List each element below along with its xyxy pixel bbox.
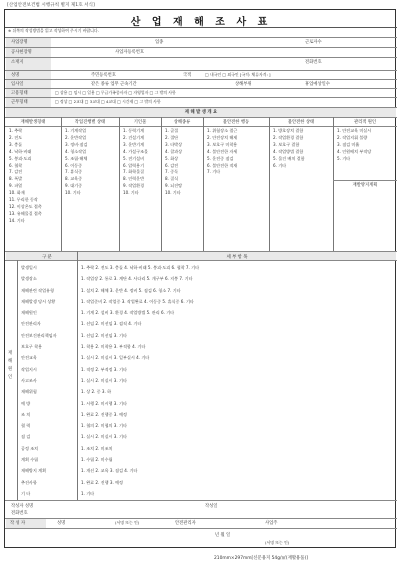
list-item: 5. 화상 bbox=[165, 155, 179, 161]
col-header-4: 상해종류 bbox=[173, 120, 191, 125]
nationality-options: □ 내국인 □ 외국인 [국적: 체류자격: ] bbox=[205, 72, 271, 77]
list-item: 3. 운반기계 bbox=[123, 141, 145, 147]
lost-days-label: 휴업예상일수 bbox=[305, 82, 330, 87]
list-item: 4. 낙하·비래 bbox=[9, 148, 32, 154]
lower-row-details bbox=[81, 262, 199, 499]
table-row-label: 안전보건관리책임자 bbox=[21, 332, 57, 338]
row-divider bbox=[5, 88, 397, 89]
form-title: 산 업 재 해 조 사 표 bbox=[130, 17, 272, 28]
table-row-label: 발생장소 bbox=[21, 276, 37, 282]
col-divider bbox=[17, 260, 18, 500]
col-header-1: 재해발생형태 bbox=[20, 120, 46, 125]
row-divider bbox=[5, 47, 397, 48]
list-item: 1. 추락 bbox=[9, 128, 23, 133]
row-divider bbox=[5, 518, 397, 519]
list-item: 4. 찰과상 bbox=[165, 148, 183, 154]
paper-spec-footer: 210mm×297mm[신문용지 54g/㎡(재활용품)] bbox=[214, 556, 308, 561]
table-row-label: 조 치 bbox=[21, 411, 31, 417]
code-list-col4 bbox=[165, 128, 182, 197]
report-date: 년 월 일 bbox=[215, 533, 231, 538]
list-item: 2. 작업환경 결함 bbox=[273, 134, 304, 140]
list-item: 14. 기타 bbox=[9, 217, 25, 223]
table-row-label: 안전교육 bbox=[21, 355, 37, 361]
table-row-label: 보호구 착용 bbox=[21, 344, 43, 350]
list-item: 2. 안전장치 해제 bbox=[207, 134, 238, 140]
table-row-label: 점 검 bbox=[21, 434, 31, 440]
lower-col-header-2: 세 부 항 목 bbox=[226, 255, 248, 260]
table-row-detail: 1. 추락 2. 전도 3. 충돌 4. 낙하·비래 5. 붕괴·도괴 6. 협착 7. 기타 bbox=[81, 265, 200, 270]
list-item: 10. 화재 bbox=[9, 190, 25, 196]
list-item: 4. 가설구조물 bbox=[123, 148, 148, 154]
list-item: 6. 압력용기 bbox=[123, 162, 145, 168]
code-list-col3 bbox=[123, 128, 148, 197]
table-row-label: 작업지시 bbox=[21, 366, 37, 372]
row-divider bbox=[5, 79, 397, 80]
list-item: 11. 무리한 동작 bbox=[9, 197, 38, 203]
table-row-label: 안전관리자 bbox=[21, 321, 41, 327]
list-item: 10. 기타 bbox=[165, 190, 181, 196]
table-row-detail: 1. 적정 2. 부적정 3. 기타 bbox=[81, 366, 127, 372]
row-divider bbox=[5, 126, 397, 127]
table-row-label: 발생일시 bbox=[21, 265, 37, 270]
table-row-detail: 1. 실시 2. 미실시 3. 기타 bbox=[81, 377, 127, 383]
employer-sign-placeholder[interactable]: (서명 또는 인) bbox=[265, 540, 290, 545]
col-divider bbox=[161, 117, 162, 251]
table-row-label: 재해발생 당시 상황 bbox=[21, 298, 56, 304]
code-list-col6 bbox=[273, 128, 305, 169]
list-item: 2. 전도 bbox=[9, 134, 23, 140]
hire-date-label: 입사일 bbox=[11, 82, 24, 87]
table-row-detail: 1. 착용 2. 미착용 3. 부적합 4. 기타 bbox=[81, 344, 146, 350]
col-header-6: 불안전한 상태 bbox=[287, 120, 315, 125]
col-header-5: 불안전한 행동 bbox=[222, 120, 250, 125]
list-item: 4. 작업방법 결함 bbox=[273, 148, 304, 154]
list-item: 5. 조립·해체 bbox=[65, 155, 88, 161]
row-divider bbox=[5, 260, 397, 261]
site-name-label: 공사현장명 bbox=[11, 50, 32, 55]
row-divider bbox=[5, 70, 397, 71]
table-row-label: 재해관련 작업유형 bbox=[21, 287, 54, 293]
list-item: 7. 화학물질 bbox=[123, 169, 145, 175]
signature-name-label: 성명 bbox=[57, 521, 66, 526]
row-divider bbox=[5, 117, 397, 118]
table-row-detail: 1. 선임 2. 미선임 3. 겸직 4. 기타 bbox=[81, 321, 142, 327]
employment-type-label: 고용형태 bbox=[11, 91, 28, 96]
list-item: 10. 기타 bbox=[123, 190, 139, 196]
row-divider bbox=[5, 57, 397, 58]
table-row-label: 기 타 bbox=[21, 490, 31, 496]
lower-row-labels bbox=[21, 262, 57, 499]
col-divider bbox=[119, 117, 120, 251]
table-row-detail: 1. 시행 2. 미시행 3. 기타 bbox=[81, 400, 127, 406]
list-item: 8. 폭발 bbox=[9, 176, 23, 182]
table-row-detail: 1. 실시 2. 미실시 3. 기타 bbox=[81, 434, 127, 440]
work-type-label: 근무형태 bbox=[11, 100, 28, 105]
safety-manager-label: 안전관리자 bbox=[175, 521, 196, 526]
list-item: 3. 점검 미흡 bbox=[337, 141, 360, 147]
table-row-detail: 1. 작업장 2. 통로 3. 계단 4. 사다리 5. 개구부 6. 지붕 7. 기타 bbox=[81, 276, 193, 282]
table-row-detail: 1. 상 2. 중 3. 하 bbox=[81, 389, 112, 395]
table-row-label: 추진사항 bbox=[21, 479, 37, 485]
list-item: 1. 안전교육 미실시 bbox=[337, 128, 372, 133]
workers-label: 근로자수 bbox=[305, 40, 322, 45]
table-row-detail: 1. 수립 2. 미수립 bbox=[81, 457, 113, 463]
address-label: 소재지 bbox=[11, 60, 24, 65]
list-item: 5. 붕괴·도괴 bbox=[9, 155, 32, 161]
victim-name-label: 성명 bbox=[11, 73, 20, 78]
list-item: 6. 감전 bbox=[165, 162, 179, 168]
list-item: 8. 인력운반 bbox=[123, 176, 145, 182]
table-row-label: 협 력 bbox=[21, 423, 31, 429]
list-item: 2. 작업지휘 불량 bbox=[337, 134, 368, 140]
list-item: 1. 골절 bbox=[165, 128, 179, 133]
nationality-label: 국적 bbox=[183, 73, 192, 78]
table-row-detail: 1. 완료 2. 진행 3. 예정 bbox=[81, 479, 123, 485]
list-item: 3. 정비·점검 bbox=[65, 141, 88, 147]
list-item: 3. 보호구 미착용 bbox=[207, 141, 238, 147]
row-divider bbox=[5, 528, 397, 529]
form-frame bbox=[4, 9, 396, 548]
list-item: 7. 휴식중 bbox=[65, 169, 83, 175]
employment-options: □ 상용 □ 임시 □ 일용 □ 무급가족종사자 □ 자영업자 □ 그 밖의 사항 bbox=[55, 90, 176, 95]
lower-col-header-1: 구 분 bbox=[42, 255, 52, 260]
list-item: 7. 감전 bbox=[9, 169, 23, 175]
col-divider bbox=[77, 251, 78, 500]
list-item: 8. 질식 bbox=[165, 176, 179, 182]
list-item: 8. 교육중 bbox=[65, 176, 83, 182]
list-item: 1. 위험장소 접근 bbox=[207, 128, 238, 133]
list-item: 5. 기타 bbox=[337, 155, 351, 161]
list-item: 4. 인원배치 부적당 bbox=[337, 148, 372, 154]
list-item: 4. 불안전한 자세 bbox=[207, 148, 238, 154]
list-item: 9. 작업환경 bbox=[123, 183, 145, 189]
table-row-detail: 1. 완료 2. 진행중 3. 예정 bbox=[81, 411, 127, 417]
prevention-heading: 재발방지계획 bbox=[352, 183, 378, 188]
list-item: 7. 기타 bbox=[207, 169, 221, 175]
code-list-col5 bbox=[207, 128, 237, 176]
list-item: 3. 충돌 bbox=[9, 141, 23, 147]
row-divider bbox=[5, 500, 397, 501]
table-row-detail: 1. 설치 2. 해체 3. 운반 4. 정비 5. 점검 6. 청소 7. 기타 bbox=[81, 287, 181, 293]
list-item: 5. 운전중 점검 bbox=[207, 155, 234, 161]
table-row-label: 사고조사 bbox=[21, 377, 37, 383]
list-item: 5. 물건 배치 결함 bbox=[273, 155, 305, 161]
row-divider bbox=[333, 180, 397, 181]
table-row-label: 재해원인 bbox=[21, 310, 37, 316]
row-divider bbox=[5, 97, 397, 98]
list-item: 1. 기계작업 bbox=[65, 128, 87, 133]
industry-label: 업종 bbox=[155, 40, 164, 45]
phone-label: 전화번호 bbox=[305, 60, 322, 65]
table-row-detail: 1. 기타 bbox=[81, 490, 95, 496]
section-title: 재 해 발 생 개 요 bbox=[184, 110, 218, 115]
list-item: 9. 파열 bbox=[9, 183, 23, 189]
col-divider bbox=[269, 117, 270, 251]
table-row-detail: 1. 선임 2. 미선임 3. 기타 bbox=[81, 332, 127, 338]
list-item: 6. 불안전한 적재 bbox=[207, 162, 238, 168]
list-item: 2. 운반작업 bbox=[65, 134, 87, 140]
code-list-col2 bbox=[65, 128, 87, 197]
list-item: 7. 중독 bbox=[165, 169, 179, 175]
list-item: 9. 뇌진탕 bbox=[165, 183, 183, 189]
table-row-label: 재해위험 bbox=[21, 389, 37, 395]
list-item: 3. 보호구 결함 bbox=[273, 141, 300, 147]
signature-row-label: 작 성 자 bbox=[10, 521, 26, 526]
list-item: 6. 협착 bbox=[9, 162, 23, 168]
list-item: 5. 전기설비 bbox=[123, 155, 145, 161]
table-row-label: 예 방 bbox=[21, 400, 31, 406]
list-item: 4. 청소작업 bbox=[65, 148, 87, 154]
table-row-detail: 1. 작업준비 2. 작업중 3. 작업완료 4. 이동중 5. 휴식중 6. 기타 bbox=[81, 298, 194, 304]
list-item: 10. 기타 bbox=[65, 190, 81, 196]
reg-no-label: 사업자등록번호 bbox=[115, 50, 145, 55]
writer-label: 작성자 성명 bbox=[11, 504, 34, 509]
instruction-text: ※ 뒤쪽의 작성방법을 읽고 작성하여 주시기 바랍니다. bbox=[8, 28, 99, 33]
list-item: 1. 방호장치 결함 bbox=[273, 128, 304, 133]
table-row-detail: 1. 실시 2. 미실시 3. 일부실시 4. 기타 bbox=[81, 355, 150, 361]
list-item: 3. 타박상 bbox=[165, 141, 183, 147]
tenure-label: 같은 종류 업무 근속기간 bbox=[91, 82, 137, 87]
writer-phone-label: 전화번호 bbox=[11, 511, 28, 516]
list-item: 2. 절단 bbox=[165, 134, 179, 140]
table-row-detail: 1. 조치 2. 미조치 bbox=[81, 445, 113, 451]
table-row-detail: 1. 개선 2. 교육 3. 점검 4. 기타 bbox=[81, 468, 138, 474]
list-item: 6. 기타 bbox=[273, 162, 287, 168]
col-header-7: 관리적 원인 bbox=[353, 120, 377, 125]
list-item: 2. 건설기계 bbox=[123, 134, 145, 140]
list-item: 6. 이동중 bbox=[65, 162, 83, 168]
injury-part-label: 상해부위 bbox=[235, 82, 252, 87]
list-item: 1. 동력기계 bbox=[123, 128, 145, 133]
code-list-col1 bbox=[9, 128, 42, 225]
form-reference-note: [산업안전보건법 시행규칙 별지 제1호 서식] bbox=[7, 3, 95, 8]
table-row-label: 재해방지 계획 bbox=[21, 468, 47, 474]
col-divider bbox=[61, 117, 62, 251]
col-divider bbox=[203, 117, 204, 251]
list-item: 13. 유해물질 접촉 bbox=[9, 210, 42, 216]
table-row-label: 공정 조치 bbox=[21, 445, 39, 451]
row-divider bbox=[5, 37, 397, 38]
cause-heading: 재해원인 bbox=[8, 351, 13, 380]
work-type-options: □ 정상 □ 2교대 □ 3교대 □ 4교대 □ 시간제 □ 그 밖의 사항 bbox=[55, 99, 161, 104]
list-item: 9. 대기중 bbox=[65, 183, 83, 189]
table-row-detail: 1. 협의 2. 미협의 3. 기타 bbox=[81, 423, 127, 429]
writer-date-label: 작성일 bbox=[205, 504, 218, 509]
col-header-2: 작업진행별 상태 bbox=[74, 120, 106, 125]
table-row-detail: 1. 기계 2. 설비 3. 환경 4. 작업방법 5. 관리 6. 기타 bbox=[81, 310, 175, 316]
list-item: 12. 이상온도 접촉 bbox=[9, 203, 42, 209]
signature-sign-label: (서명 또는 인) bbox=[115, 520, 140, 525]
table-row-label: 계획 수립 bbox=[21, 457, 39, 463]
company-name-label: 사업장명 bbox=[11, 40, 28, 45]
col-header-3: 기인물 bbox=[133, 120, 147, 125]
employer-label: 사업주 bbox=[265, 521, 278, 526]
resident-no-label: 주민등록번호 bbox=[91, 73, 116, 78]
code-list-col7 bbox=[337, 128, 371, 163]
